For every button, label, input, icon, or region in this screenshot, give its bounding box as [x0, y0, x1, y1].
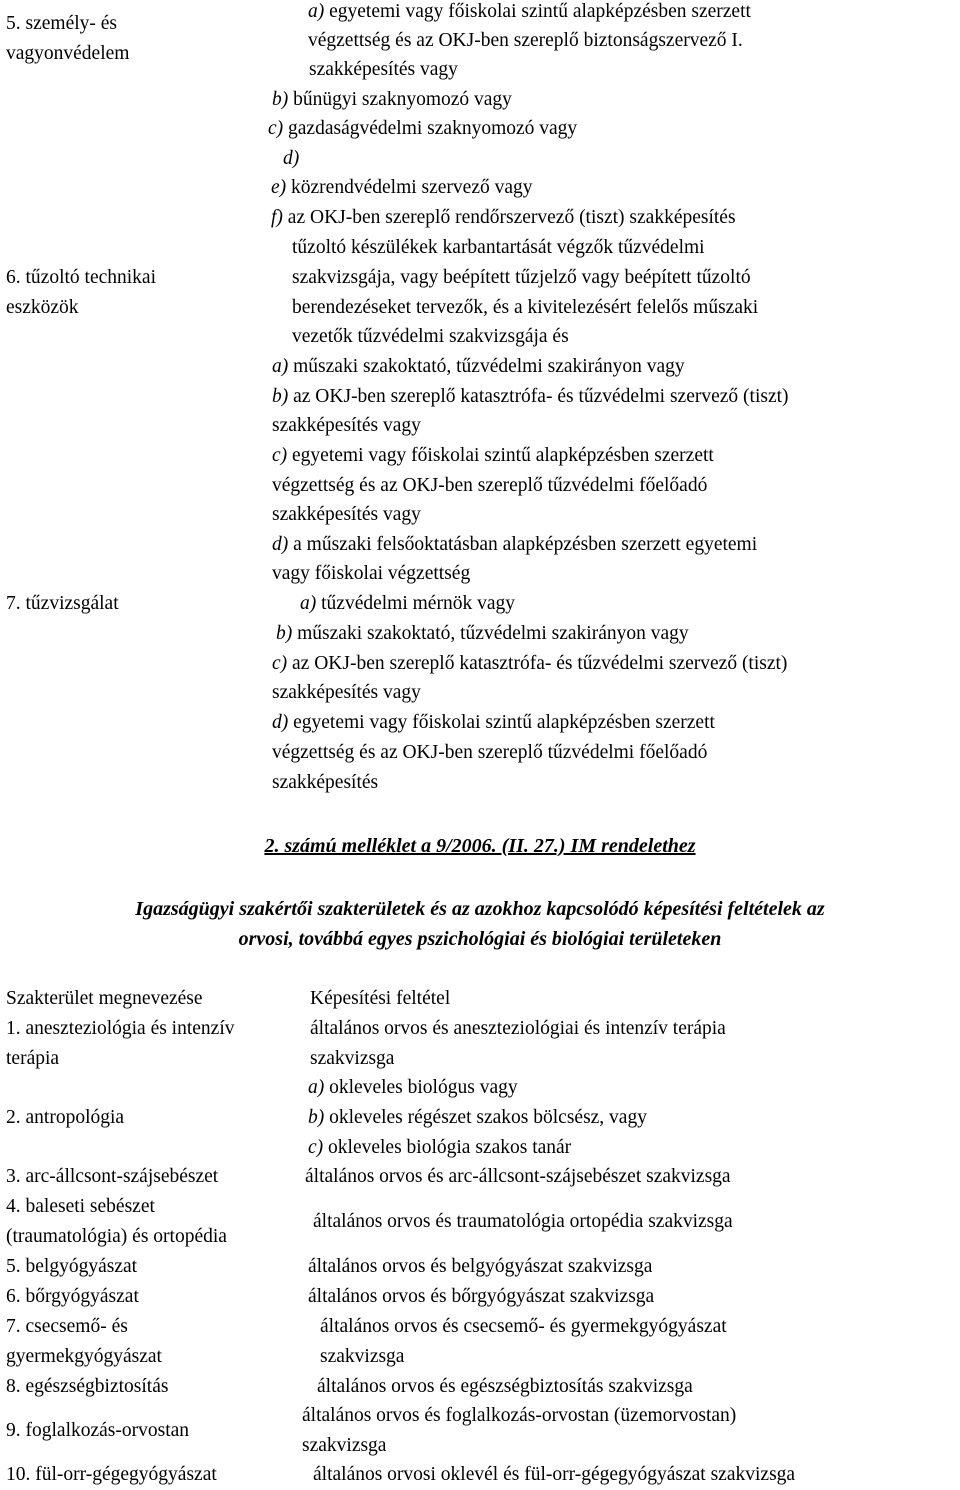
- qual-line: c) gazdaságvédelmi szaknyomozó vagy: [268, 118, 578, 139]
- annex-title: Igazságügyi szakértői szakterületek és az azokhoz kapcsolódó képesítési feltételek az: [135, 898, 825, 920]
- qual-line: a) műszaki szakoktató, tűzvédelmi szakirányon vagy: [272, 356, 685, 377]
- area-label: 6. tűzoltó technikai: [6, 267, 157, 288]
- qual-line: b) bűnügyi szaknyomozó vagy: [272, 89, 512, 110]
- table-row-area: 7. csecsemő- és: [6, 1316, 128, 1337]
- qual-line: tűzoltó készülékek karbantartását végzők tűzvédelmi: [292, 237, 705, 258]
- qual-line: a) tűzvédelmi mérnök vagy: [300, 593, 515, 614]
- table-row-qualification: általános orvos és traumatológia ortopédia szakvizsga: [313, 1211, 733, 1232]
- column-header-area: Szakterület megnevezése: [6, 988, 203, 1009]
- table-row-area: 3. arc-állcsont-szájsebészet: [6, 1166, 219, 1187]
- qual-line: szakképesítés vagy: [309, 59, 458, 80]
- table-row-area: 4. baleseti sebészet: [6, 1196, 155, 1217]
- qual-line: e) közrendvédelmi szervező vagy: [271, 177, 533, 198]
- qual-line: szakképesítés vagy: [272, 415, 421, 436]
- table-row-qualification: általános orvos és bőrgyógyászat szakvizsga: [308, 1286, 655, 1307]
- table-row-qualification: általános orvos és csecsemő- és gyermekgyógyászat: [320, 1316, 727, 1337]
- table-row-qualification: általános orvos és egészségbiztosítás szakvizsga: [317, 1376, 693, 1397]
- table-row-area: terápia: [6, 1048, 60, 1069]
- qual-line: a) egyetemi vagy főiskolai szintű alapképzésben szerzett: [308, 1, 751, 22]
- table-row-qualification: általános orvosi oklevél és fül-orr-gégegyógyászat szakvizsga: [313, 1464, 796, 1485]
- area-label: 7. tűzvizsgálat: [6, 593, 119, 614]
- table-row-qualification: szakvizsga: [320, 1346, 405, 1367]
- qual-line: végzettség és az OKJ-ben szereplő tűzvédelmi főelőadó: [272, 742, 708, 763]
- table-row-qualification: általános orvos és foglalkozás-orvostan (üzemorvostan): [302, 1405, 737, 1426]
- qual-line: b) az OKJ-ben szereplő katasztrófa- és tűzvédelmi szervező (tiszt): [272, 386, 789, 407]
- table-row-area: 9. foglalkozás-orvostan: [6, 1420, 190, 1441]
- qual-line: szakképesítés: [272, 772, 379, 793]
- table-row-area: gyermekgyógyászat: [6, 1346, 162, 1367]
- area-label: eszközök: [6, 297, 79, 318]
- qual-line: szakképesítés vagy: [272, 682, 421, 703]
- qual-line: berendezéseket tervezők, és a kivitelezésért felelős műszaki: [292, 297, 759, 318]
- table-row-qualification: szakvizsga: [302, 1435, 387, 1456]
- qual-line: végzettség és az OKJ-ben szereplő tűzvédelmi főelőadó: [272, 475, 708, 496]
- table-row-area: 5. belgyógyászat: [6, 1256, 138, 1277]
- qual-line: vezetők tűzvédelmi szakvizsgája és: [292, 326, 569, 347]
- qual-line: c) az OKJ-ben szereplő katasztrófa- és tűzvédelmi szervező (tiszt): [272, 653, 788, 674]
- table-row-qualification: általános orvos és belgyógyászat szakvizsga: [308, 1256, 653, 1277]
- column-header-qualification: Képesítési feltétel: [310, 988, 451, 1009]
- qual-line: d): [283, 148, 300, 169]
- table-row-area: 1. aneszteziológia és intenzív: [6, 1018, 235, 1039]
- table-row-area: 10. fül-orr-gégegyógyászat: [6, 1464, 217, 1485]
- qual-line: d) egyetemi vagy főiskolai szintű alapképzésben szerzett: [272, 712, 715, 733]
- qual-line: c) egyetemi vagy főiskolai szintű alapképzésben szerzett: [272, 445, 714, 466]
- table-row-qualification: általános orvos és aneszteziológiai és intenzív terápia: [310, 1018, 726, 1039]
- qual-line: f) az OKJ-ben szereplő rendőrszervező (tiszt) szakképesítés: [271, 207, 736, 228]
- table-row-qualification: c) okleveles biológia szakos tanár: [308, 1137, 572, 1158]
- qual-line: szakvizsgája, vagy beépített tűzjelző vagy beépített tűzoltó: [292, 267, 751, 288]
- qual-line: b) műszaki szakoktató, tűzvédelmi szakirányon vagy: [276, 623, 689, 644]
- annex-heading: 2. számú melléklet a 9/2006. (II. 27.) IM rendelethez: [264, 835, 696, 857]
- annex-title: orvosi, továbbá egyes pszichológiai és biológiai területeken: [238, 928, 722, 950]
- table-row-area: (traumatológia) és ortopédia: [6, 1226, 227, 1247]
- table-row-qualification: a) okleveles biológus vagy: [308, 1077, 518, 1098]
- table-row-qualification: szakvizsga: [310, 1048, 395, 1069]
- qual-line: d) a műszaki felsőoktatásban alapképzésben szerzett egyetemi: [272, 534, 758, 555]
- area-label: vagyonvédelem: [6, 43, 130, 64]
- qual-line: vagy főiskolai végzettség: [272, 563, 471, 584]
- qual-line: végzettség és az OKJ-ben szereplő biztonságszervező I.: [308, 30, 743, 51]
- table-row-area: 8. egészségbiztosítás: [6, 1376, 169, 1397]
- table-row-area: 6. bőrgyógyászat: [6, 1286, 139, 1307]
- table-row-qualification: általános orvos és arc-állcsont-szájsebészet szakvizsga: [305, 1166, 731, 1187]
- table-row-area: 2. antropológia: [6, 1107, 125, 1128]
- area-label: 5. személy- és: [6, 13, 118, 34]
- table-row-qualification: b) okleveles régészet szakos bölcsész, vagy: [308, 1107, 647, 1128]
- qual-line: szakképesítés vagy: [272, 504, 421, 525]
